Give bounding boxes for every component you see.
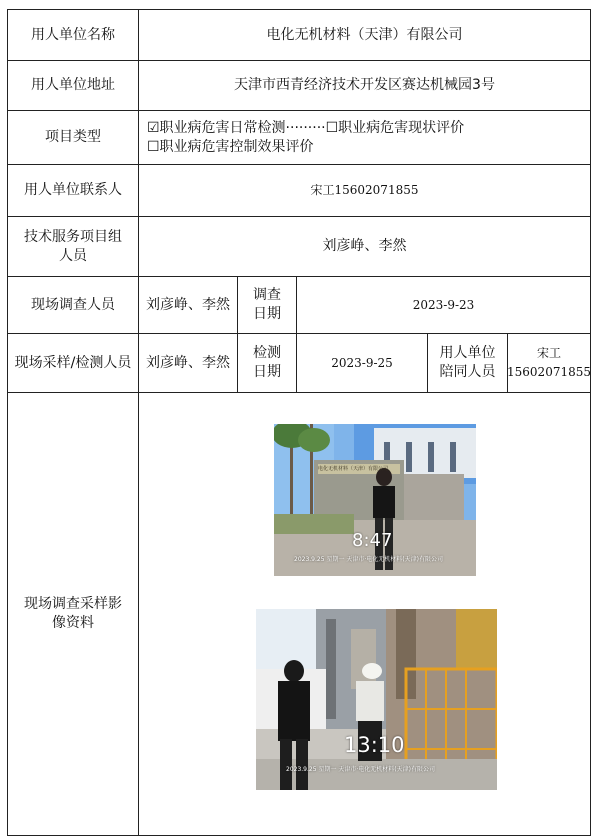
- unit-name-label: 用人单位名称: [7, 9, 139, 61]
- accompany-label: 用人单位陪同人员: [427, 333, 508, 393]
- site-photo-workshop: [256, 609, 497, 790]
- project-type-line1: ☑职业病危害日常检测·········☐职业病危害现状评价: [147, 119, 465, 136]
- unit-name-value: 电化无机材料（天津）有限公司: [138, 9, 591, 61]
- survey-date-value: 2023-9-23: [296, 276, 591, 334]
- survey-persons: 刘彦峥、李然: [138, 276, 238, 334]
- photo2-info: 2023.9.25 星期一 天津市·电化无机材料(天津)有限公司: [286, 766, 435, 773]
- project-type-line2: ☐职业病危害控制效果评价: [147, 138, 314, 155]
- sampling-label: 现场采样/检测人员: [7, 333, 139, 393]
- sampling-date-label: 检测日期: [237, 333, 297, 393]
- survey-label: 现场调查人员: [7, 276, 139, 334]
- accompany-value: [507, 333, 591, 393]
- service-members-label: 技术服务项目组人员: [7, 216, 139, 277]
- unit-address-value: 天津市西青经济技术开发区赛达机械园3号: [138, 60, 591, 111]
- site-photo-gate: [274, 424, 476, 576]
- sampling-persons: 刘彦峥、李然: [138, 333, 238, 393]
- survey-date-label: 调查日期: [237, 276, 297, 334]
- accompany-phone: 15602071855: [507, 365, 591, 379]
- unit-address-label: 用人单位地址: [7, 60, 139, 111]
- project-type-label: 项目类型: [7, 110, 139, 165]
- photo-workshop-scene: [256, 609, 497, 790]
- photo1-info: 2023.9.25 星期一 天津市·电化无机材料(天津)有限公司: [294, 556, 443, 563]
- service-members-value: 刘彦峥、李然: [138, 216, 591, 277]
- unit-contact-label: 用人单位联系人: [7, 164, 139, 217]
- unit-contact-value: 宋工15602071855: [138, 164, 591, 217]
- photo2-time: 13:10: [344, 733, 405, 757]
- images-label: 现场调查采样影像资料: [7, 392, 139, 836]
- sampling-date-value: 2023-9-25: [296, 333, 428, 393]
- photo1-time: 8:47: [352, 530, 393, 551]
- photo1-sign: 电化无机材料（天津）有限公司: [318, 466, 389, 472]
- accompany-name: 宋工: [536, 346, 561, 360]
- project-type-value: [138, 110, 591, 165]
